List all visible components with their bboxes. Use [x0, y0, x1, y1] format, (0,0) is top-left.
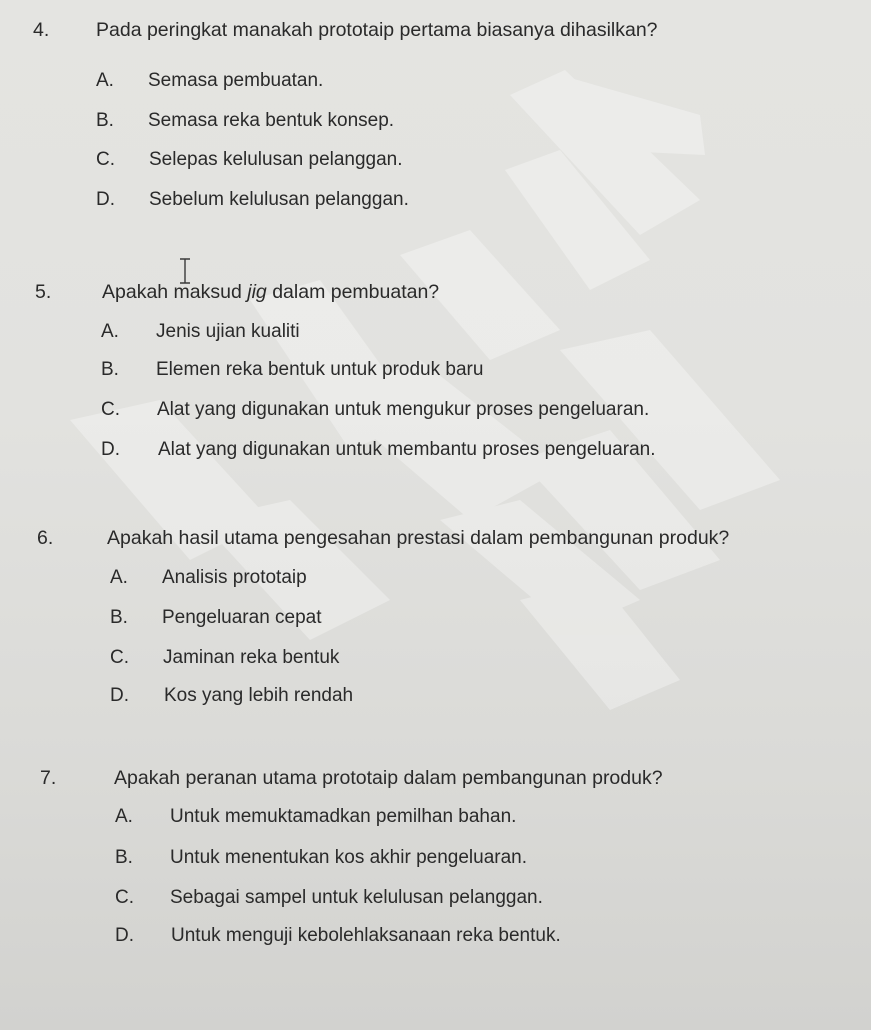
question-number: 5. — [35, 281, 52, 303]
option-letter: C. — [110, 647, 129, 668]
question-text: Apakah hasil utama pengesahan prestasi dalam pembangunan produk? — [107, 527, 730, 549]
option-letter: A. — [96, 70, 114, 91]
option-text: Elemen reka bentuk untuk produk baru — [156, 359, 484, 380]
option-7d[interactable] — [115, 924, 561, 948]
option-text: Semasa reka bentuk konsep. — [148, 110, 395, 131]
question-number: 4. — [33, 19, 50, 41]
option-text: Kos yang lebih rendah — [164, 685, 354, 706]
question-7 — [40, 766, 663, 790]
option-6c[interactable] — [110, 646, 340, 670]
question-number: 7. — [40, 767, 57, 789]
option-text: Alat yang digunakan untuk membantu proses pengeluaran. — [158, 439, 656, 460]
option-letter: C. — [96, 149, 115, 170]
option-text: Jenis ujian kualiti — [156, 321, 300, 342]
option-letter: A. — [115, 806, 133, 827]
option-text: Pengeluaran cepat — [162, 607, 322, 628]
option-7c[interactable] — [115, 886, 543, 910]
option-7b[interactable] — [115, 846, 528, 870]
option-text: Alat yang digunakan untuk mengukur proses pengeluaran. — [157, 399, 650, 420]
option-text: Selepas kelulusan pelanggan. — [149, 149, 403, 170]
option-text: Sebagai sampel untuk kelulusan pelanggan. — [170, 887, 543, 908]
option-6d[interactable] — [110, 684, 354, 708]
option-text: Untuk memuktamadkan pemilhan bahan. — [170, 806, 517, 827]
question-6 — [37, 526, 730, 550]
option-letter: B. — [110, 607, 128, 628]
option-text: Analisis prototaip — [162, 567, 307, 588]
option-4a[interactable] — [96, 69, 324, 93]
question-text-after: dalam pembuatan? — [266, 281, 440, 303]
question-text: Pada peringkat manakah prototaip pertama biasanya dihasilkan? — [96, 19, 658, 41]
option-letter: C. — [115, 887, 134, 908]
option-4b[interactable] — [96, 109, 395, 133]
option-letter: D. — [115, 925, 134, 946]
option-letter: D. — [96, 189, 115, 210]
option-letter: D. — [110, 685, 129, 706]
option-letter: B. — [115, 847, 133, 868]
option-7a[interactable] — [115, 805, 517, 829]
option-6a[interactable] — [110, 566, 307, 590]
question-text: Apakah peranan utama prototaip dalam pembangunan produk? — [114, 767, 663, 789]
option-5d[interactable] — [101, 438, 656, 462]
option-letter: D. — [101, 439, 120, 460]
option-letter: B. — [101, 359, 119, 380]
option-text: Jaminan reka bentuk — [163, 647, 340, 668]
option-letter: A. — [101, 321, 119, 342]
option-text: Untuk menguji kebolehlaksanaan reka bentuk. — [171, 925, 561, 946]
text-cursor-icon — [178, 258, 192, 284]
option-5a[interactable] — [101, 320, 300, 344]
question-text-before: Apakah maksud — [102, 281, 248, 303]
option-text: Sebelum kelulusan pelanggan. — [149, 189, 409, 210]
option-letter: C. — [101, 399, 120, 420]
option-letter: B. — [96, 110, 114, 131]
option-letter: A. — [110, 567, 128, 588]
option-6b[interactable] — [110, 606, 322, 630]
question-text-italic: jig — [247, 281, 267, 303]
option-5b[interactable] — [101, 358, 484, 382]
question-4 — [33, 18, 658, 42]
option-5c[interactable] — [101, 398, 650, 422]
option-text: Untuk menentukan kos akhir pengeluaran. — [170, 847, 528, 868]
option-4c[interactable] — [96, 148, 403, 172]
question-5 — [35, 280, 440, 304]
question-text — [102, 280, 439, 304]
question-number: 6. — [37, 527, 54, 549]
option-text: Semasa pembuatan. — [148, 70, 324, 91]
option-4d[interactable] — [96, 188, 409, 212]
